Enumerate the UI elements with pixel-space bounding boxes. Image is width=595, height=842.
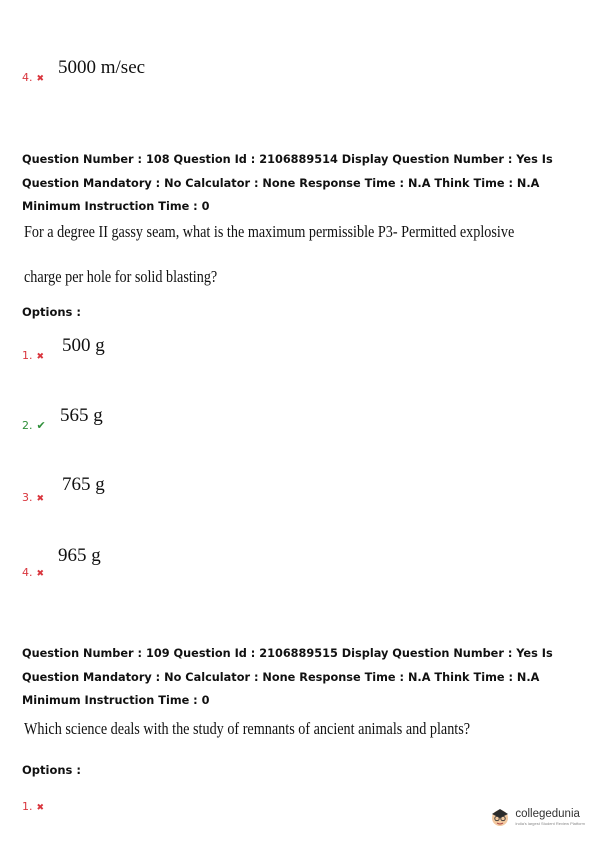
question-109-meta: Question Number : 109 Question Id : 2106889515 Display Question Number : Yes Is Question Mandatory : No Calculator : None Response Time : N.A Think Time : N.A Minimum Instruction Time : 0: [22, 647, 553, 707]
question-109-options-label: Options :: [22, 763, 81, 777]
check-icon: ✔: [36, 419, 46, 432]
cross-icon: ✖: [36, 352, 45, 362]
prev-option-4-text: 5000 m/sec: [58, 57, 146, 78]
question-108-text-line2: charge per hole for solid blasting?: [24, 267, 218, 286]
cross-icon: ✖: [36, 803, 45, 813]
question-108-options-label: Options :: [22, 305, 81, 319]
cross-icon: ✖: [36, 569, 45, 579]
logo-tagline: India's largest Student Review Platform: [515, 821, 585, 826]
q108-option-1-number: 1. ✖: [22, 349, 45, 362]
q108-option-2-text: 565 g: [60, 405, 103, 426]
cross-icon: ✖: [36, 494, 45, 504]
cross-icon: ✖: [36, 74, 45, 84]
logo-name: collegedunia: [515, 808, 580, 820]
q108-option-2-number: 2. ✔: [22, 419, 46, 432]
question-109-text: Which science deals with the study of remnants of ancient animals and plants?: [24, 719, 471, 738]
q109-option-1-number: 1. ✖: [22, 800, 45, 813]
q108-option-3-number: 3. ✖: [22, 491, 45, 504]
q108-option-4-text: 965 g: [58, 545, 101, 566]
mascot-icon: [489, 806, 511, 828]
q108-option-3-text: 765 g: [62, 474, 105, 495]
collegedunia-logo: [489, 806, 585, 828]
question-108-meta: Question Number : 108 Question Id : 2106889514 Display Question Number : Yes Is Question Mandatory : No Calculator : None Response Time : N.A Think Time : N.A Minimum Instruction Time : 0: [22, 153, 553, 213]
question-108-text-line1: For a degree II gassy seam, what is the maximum permissible P3- Permitted explosive: [24, 222, 515, 241]
prev-option-4-number: 4. ✖: [22, 71, 45, 84]
q108-option-4-number: 4. ✖: [22, 566, 45, 579]
q108-option-1-text: 500 g: [62, 335, 105, 356]
